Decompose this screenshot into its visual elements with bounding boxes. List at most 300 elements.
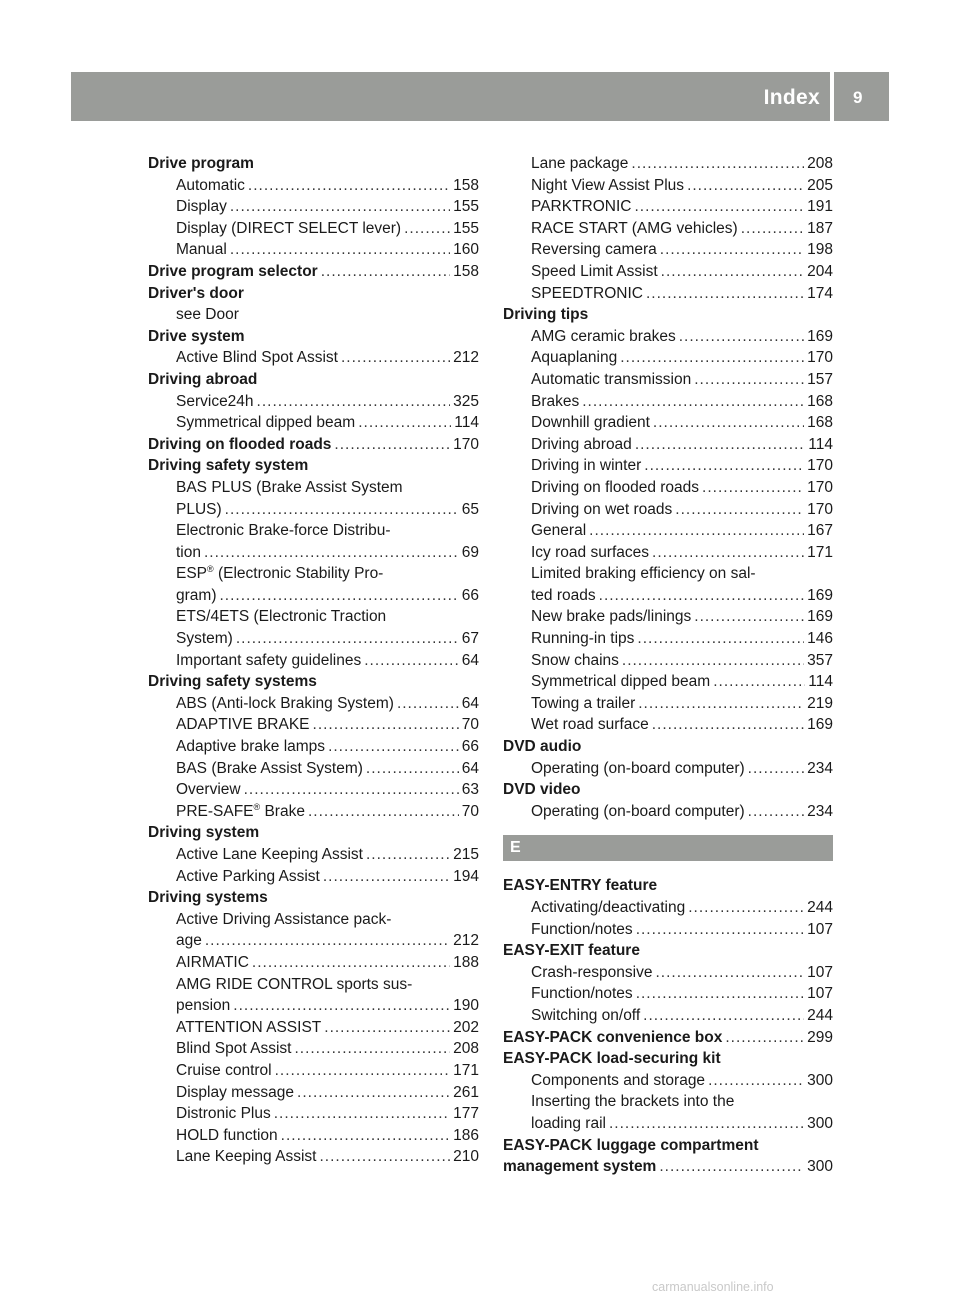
entry-label: ATTENTION ASSIST <box>176 1018 322 1036</box>
page-ref: 198 <box>807 241 833 259</box>
index-subentry[interactable] <box>503 542 833 564</box>
page-ref: 67 <box>461 630 479 648</box>
dot-leader <box>364 650 459 672</box>
index-subentry[interactable] <box>503 919 833 941</box>
dot-leader <box>638 693 804 715</box>
page-ref: 261 <box>453 1083 479 1101</box>
entry-label: HOLD function <box>176 1126 278 1144</box>
index-subentry[interactable] <box>503 218 833 240</box>
entry-label: BAS (Brake Assist System) <box>176 759 363 777</box>
index-subentry[interactable] <box>148 1125 479 1147</box>
index-heading: Driving safety system <box>148 457 309 475</box>
index-subentry[interactable] <box>148 175 479 197</box>
index-subentry[interactable] <box>148 1082 479 1104</box>
page-ref: 300 <box>807 1114 833 1132</box>
index-subentry[interactable] <box>503 693 833 715</box>
dot-leader <box>694 369 804 391</box>
footer-watermark: carmanualsonline.info <box>652 1280 774 1294</box>
page-ref: 171 <box>807 543 833 561</box>
index-subentry[interactable] <box>148 758 479 780</box>
entry-label: Towing a trailer <box>531 694 636 712</box>
entry-label: Active Lane Keeping Assist <box>176 846 363 863</box>
page-ref: 107 <box>807 963 833 981</box>
index-subentry[interactable] <box>148 542 479 564</box>
index-subentry[interactable] <box>148 1146 479 1168</box>
page-ref: 171 <box>453 1061 479 1079</box>
entry-label: Aquaplaning <box>531 349 618 367</box>
dot-leader <box>319 1146 450 1168</box>
entry-label: tion <box>176 543 201 561</box>
page-ref: 210 <box>453 1148 479 1166</box>
dot-leader <box>230 196 450 218</box>
entry-label: loading rail <box>531 1114 606 1132</box>
page-ref: 234 <box>807 802 833 820</box>
entry-label: see Door <box>176 306 239 324</box>
index-subentry[interactable] <box>503 175 833 197</box>
page-ref: 177 <box>453 1105 479 1123</box>
index-subentry[interactable] <box>148 650 479 672</box>
page-ref: 63 <box>461 781 479 799</box>
dot-leader <box>599 585 804 607</box>
entry-label: Distronic Plus <box>176 1105 271 1123</box>
entry-label: EASY-PACK convenience box <box>503 1028 723 1046</box>
dot-leader <box>655 962 804 984</box>
page-ref: 114 <box>454 414 479 432</box>
dot-leader <box>687 175 804 197</box>
index-subentry[interactable] <box>148 239 479 261</box>
page-ref: 170 <box>807 457 833 475</box>
entry-label: Driving on flooded roads <box>148 435 332 453</box>
page-ref: 234 <box>807 759 833 777</box>
entry-label: System) <box>176 630 233 648</box>
dot-leader <box>358 412 451 434</box>
dot-leader <box>748 801 804 823</box>
page-ref: 160 <box>453 241 479 259</box>
entry-label: Symmetrical dipped beam <box>531 673 711 691</box>
page-ref: 194 <box>453 867 479 885</box>
index-heading: Driving systems <box>148 889 268 907</box>
index-subentry[interactable] <box>503 801 833 823</box>
index-subentry[interactable] <box>503 153 833 175</box>
page-ref: 299 <box>807 1028 833 1046</box>
index-subentry[interactable] <box>503 434 833 456</box>
section-header: E <box>503 835 833 861</box>
entry-label: age <box>176 932 202 950</box>
dot-leader <box>281 1125 450 1147</box>
index-subentry[interactable] <box>148 218 479 240</box>
page-ref: 64 <box>461 759 479 777</box>
dot-leader <box>366 844 450 866</box>
index-subentry-text <box>148 304 479 326</box>
index-subentry[interactable] <box>148 952 479 974</box>
page-ref: 168 <box>807 414 833 432</box>
dot-leader <box>321 261 450 283</box>
entry-label: Function/notes <box>531 985 633 1003</box>
entry-label: Running-in tips <box>531 630 635 648</box>
entry-label: Automatic transmission <box>531 370 692 388</box>
index-heading: EASY-ENTRY feature <box>503 877 658 895</box>
page-ref: 167 <box>807 522 833 540</box>
page-ref: 155 <box>453 198 479 216</box>
index-subentry[interactable] <box>503 1070 833 1092</box>
entry-label: Active Parking Assist <box>176 867 320 885</box>
index-heading-entry[interactable] <box>503 1027 833 1049</box>
index-subentry[interactable] <box>503 897 833 919</box>
dot-leader <box>631 153 804 175</box>
entry-label: Manual <box>176 241 227 259</box>
page-ref: 205 <box>807 176 833 194</box>
entry-label: Adaptive brake lamps <box>176 738 326 756</box>
entry-label: Lane Keeping Assist <box>176 1148 317 1166</box>
page-ref: 244 <box>807 1006 833 1024</box>
entry-label: Overview <box>176 781 241 799</box>
dot-leader <box>653 412 804 434</box>
index-subentry[interactable] <box>503 369 833 391</box>
index-subentry[interactable] <box>148 391 479 413</box>
page-ref: 244 <box>807 899 833 916</box>
dot-leader <box>205 930 450 952</box>
dot-leader <box>620 347 804 369</box>
dot-leader <box>275 1060 451 1082</box>
page-ref: 170 <box>807 500 833 518</box>
index-heading-entry[interactable] <box>148 261 479 283</box>
entry-label: PLUS) <box>176 500 222 518</box>
entry-label: Reversing camera <box>531 241 657 259</box>
index-subentry[interactable] <box>148 347 479 369</box>
entry-label: ABS (Anti-lock Braking System) <box>176 694 394 712</box>
index-subentry[interactable] <box>503 1005 833 1027</box>
entry-label: Driving abroad <box>531 435 632 453</box>
page-ref: 357 <box>807 651 833 669</box>
entry-label: ted roads <box>531 586 596 604</box>
index-subentry-text <box>503 1091 833 1113</box>
entry-label: New brake pads/linings <box>531 608 692 626</box>
entry-label: gram) <box>176 586 217 604</box>
index-subentry[interactable] <box>503 261 833 283</box>
index-subentry[interactable] <box>503 758 833 780</box>
index-subentry-text <box>148 974 479 996</box>
page-ref: 114 <box>808 435 833 453</box>
index-subentry[interactable] <box>503 477 833 499</box>
index-subentry[interactable] <box>148 499 479 521</box>
index-subentry[interactable] <box>503 671 833 693</box>
dot-leader <box>294 1038 450 1060</box>
index-subentry[interactable] <box>148 196 479 218</box>
entry-label: RACE START (AMG vehicles) <box>531 219 738 237</box>
index-column-left <box>148 153 479 1168</box>
entry-label: Driving in winter <box>531 457 642 475</box>
registered-mark: ® <box>207 564 214 575</box>
dot-leader <box>236 628 459 650</box>
entry-label: Downhill gradient <box>531 414 650 432</box>
index-heading-entry[interactable] <box>148 434 479 456</box>
index-subentry[interactable] <box>503 520 833 542</box>
dot-leader <box>366 758 459 780</box>
entry-label: Active Driving Assistance pack- <box>176 910 392 928</box>
entry-label: Display message <box>176 1083 295 1101</box>
index-subentry[interactable] <box>148 1038 479 1060</box>
page-ref: 64 <box>461 651 479 669</box>
entry-label: PARKTRONIC <box>531 198 632 216</box>
dot-leader <box>713 671 805 693</box>
page-ref: 325 <box>453 392 479 410</box>
index-heading: Driving system <box>148 824 260 842</box>
page-ref: 219 <box>807 694 833 712</box>
entry-label: Service24h <box>176 392 254 410</box>
page-ref: 204 <box>807 262 833 280</box>
page-ref: 146 <box>807 630 833 648</box>
page-ref: 170 <box>807 349 833 367</box>
index-heading: EASY-EXIT feature <box>503 942 640 960</box>
index-subentry[interactable] <box>503 1113 833 1135</box>
entry-label: Lane package <box>531 155 629 172</box>
index-heading: Driving safety systems <box>148 673 317 691</box>
index-subentry[interactable] <box>503 628 833 650</box>
entry-label: AMG RIDE CONTROL sports sus- <box>176 975 413 993</box>
dot-leader <box>643 1005 804 1027</box>
entry-label: Limited braking efficiency on sal- <box>531 565 756 583</box>
dot-leader <box>582 391 804 413</box>
dot-leader <box>635 434 805 456</box>
index-subentry[interactable] <box>503 239 833 261</box>
header-separator <box>830 72 834 121</box>
dot-leader <box>688 897 804 919</box>
entry-label: General <box>531 522 587 540</box>
dot-leader <box>252 952 450 974</box>
index-subentry[interactable] <box>503 326 833 348</box>
entry-label: Cruise control <box>176 1061 272 1079</box>
dot-leader <box>702 477 804 499</box>
page-ref: 191 <box>807 198 833 216</box>
page-ref: 202 <box>453 1018 479 1036</box>
index-subentry[interactable] <box>148 801 479 823</box>
page-ref: 169 <box>807 327 833 345</box>
page-ref: 300 <box>807 1071 833 1089</box>
dot-leader <box>622 650 804 672</box>
index-subentry[interactable] <box>148 866 479 888</box>
index-subentry[interactable] <box>148 1103 479 1125</box>
dot-leader <box>397 693 459 715</box>
index-heading-entry[interactable] <box>503 1156 833 1178</box>
entry-label: Snow chains <box>531 651 619 669</box>
index-subentry[interactable] <box>503 283 833 305</box>
index-subentry[interactable] <box>148 628 479 650</box>
entry-label: Driving on flooded roads <box>531 478 700 496</box>
dot-leader <box>637 628 804 650</box>
dot-leader <box>652 714 804 736</box>
index-subentry-text <box>148 520 479 542</box>
dot-leader <box>323 866 450 888</box>
index-subentry[interactable] <box>148 930 479 952</box>
page-ref: 170 <box>453 435 479 453</box>
dot-leader <box>244 779 459 801</box>
index-subentry[interactable] <box>503 391 833 413</box>
page-ref: 170 <box>807 478 833 496</box>
index-subentry[interactable] <box>148 736 479 758</box>
index-subentry-text <box>148 909 479 931</box>
index-heading: Driver's door <box>148 284 244 302</box>
page-ref: 66 <box>461 586 479 604</box>
index-subentry[interactable] <box>148 1017 479 1039</box>
entry-label: Driving on wet roads <box>531 500 673 518</box>
entry-label: AMG ceramic brakes <box>531 327 676 345</box>
entry-label: pension <box>176 997 231 1015</box>
entry-label: Blind Spot Assist <box>176 1040 292 1058</box>
dot-leader <box>328 736 459 758</box>
page-ref: 155 <box>453 219 479 237</box>
page-ref: 114 <box>808 673 833 691</box>
page-ref: 66 <box>461 738 479 756</box>
dot-leader <box>257 391 451 413</box>
page-ref: 70 <box>461 716 479 734</box>
dot-leader <box>694 606 804 628</box>
dot-leader <box>313 714 459 736</box>
entry-label: Components and storage <box>531 1071 706 1089</box>
page-ref: 208 <box>453 1040 479 1058</box>
index-heading: DVD video <box>503 781 581 799</box>
entry-label: BAS PLUS (Brake Assist System <box>176 478 403 496</box>
page-ref: 65 <box>461 500 479 518</box>
dot-leader <box>248 175 450 197</box>
index-subentry[interactable] <box>503 499 833 521</box>
dot-leader <box>646 283 804 305</box>
page-ref: 157 <box>807 370 833 388</box>
dot-leader <box>589 520 804 542</box>
page-ref: 158 <box>453 262 479 280</box>
index-subentry-text <box>503 563 833 585</box>
entry-label: Operating (on-board computer) <box>531 759 745 777</box>
index-heading: Driving tips <box>503 306 589 324</box>
page-number: 9 <box>853 88 863 107</box>
page-ref: 158 <box>453 176 479 194</box>
entry-label: Switching on/off <box>531 1006 641 1024</box>
dot-leader <box>652 542 804 564</box>
index-subentry[interactable] <box>503 196 833 218</box>
index-subentry[interactable] <box>503 347 833 369</box>
dot-leader <box>675 499 804 521</box>
dot-leader <box>324 1017 450 1039</box>
entry-label: PRE-SAFE® Brake <box>176 801 305 820</box>
page-ref: 212 <box>453 932 479 950</box>
entry-label: Active Blind Spot Assist <box>176 349 338 367</box>
entry-label: ADAPTIVE BRAKE <box>176 716 310 734</box>
index-subentry[interactable] <box>503 455 833 477</box>
entry-label: management system <box>503 1158 657 1176</box>
index-heading: EASY-PACK load-securing kit <box>503 1050 721 1068</box>
entry-label: Night View Assist Plus <box>531 176 685 194</box>
entry-label: Speed Limit Assist <box>531 262 658 280</box>
index-subentry[interactable] <box>503 714 833 736</box>
index-subentry[interactable] <box>503 983 833 1005</box>
index-subentry-text <box>148 563 479 585</box>
index-subentry[interactable] <box>503 412 833 434</box>
page-ref: 300 <box>807 1158 833 1176</box>
dot-leader <box>219 585 458 607</box>
page-ref: 169 <box>807 716 833 734</box>
index-column-right <box>503 153 833 1178</box>
index-subentry[interactable] <box>503 650 833 672</box>
dot-leader <box>659 1156 804 1178</box>
index-subentry[interactable] <box>148 1060 479 1082</box>
entry-label: ESP® (Electronic Stability Pro- <box>176 564 384 583</box>
index-subentry[interactable] <box>503 606 833 628</box>
page-title: Index <box>763 86 820 109</box>
dot-leader <box>708 1070 804 1092</box>
index-subentry-text <box>148 477 479 499</box>
page-ref: 107 <box>807 985 833 1003</box>
dot-leader <box>748 758 804 780</box>
entry-label: Icy road surfaces <box>531 543 650 561</box>
dot-leader <box>230 239 450 261</box>
page-ref: 70 <box>461 802 479 820</box>
dot-leader <box>274 1103 450 1125</box>
entry-label: Important safety guidelines <box>176 651 362 669</box>
registered-mark: ® <box>253 801 261 812</box>
dot-leader <box>334 434 450 456</box>
entry-label: Operating (on-board computer) <box>531 802 745 820</box>
page-ref: 212 <box>453 349 479 367</box>
index-subentry[interactable] <box>503 962 833 984</box>
page-ref: 64 <box>461 694 479 712</box>
entry-label: Brakes <box>531 392 580 410</box>
entry-label: Automatic <box>176 176 245 194</box>
dot-leader <box>225 499 459 521</box>
index-subentry[interactable] <box>148 844 479 866</box>
entry-label: ETS/4ETS (Electronic Traction <box>176 608 387 626</box>
index-heading: Drive program <box>148 155 254 172</box>
entry-label: Activating/deactivating <box>531 899 686 916</box>
dot-leader <box>634 196 804 218</box>
page-ref: 169 <box>807 586 833 604</box>
page-ref: 69 <box>461 543 479 561</box>
index-subentry[interactable] <box>148 585 479 607</box>
page-ref: 174 <box>807 284 833 302</box>
dot-leader <box>644 455 804 477</box>
dot-leader <box>404 218 450 240</box>
index-subentry[interactable] <box>148 714 479 736</box>
index-subentry[interactable] <box>148 779 479 801</box>
entry-label: Display (DIRECT SELECT lever) <box>176 219 402 237</box>
entry-label: Drive program selector <box>148 262 318 280</box>
page-ref: 187 <box>807 219 833 237</box>
index-subentry-text <box>148 606 479 628</box>
index-heading: DVD audio <box>503 738 582 756</box>
dot-leader <box>725 1027 804 1049</box>
index-subentry[interactable] <box>148 412 479 434</box>
dot-leader <box>661 261 804 283</box>
page-ref: 215 <box>453 846 479 863</box>
entry-label: Inserting the brackets into the <box>531 1093 735 1111</box>
entry-label: Symmetrical dipped beam <box>176 414 356 432</box>
entry-label: SPEEDTRONIC <box>531 284 643 302</box>
page-ref: 190 <box>453 997 479 1015</box>
dot-leader <box>660 239 804 261</box>
index-heading: Driving abroad <box>148 370 258 388</box>
entry-label: AIRMATIC <box>176 953 249 971</box>
page-ref: 168 <box>807 392 833 410</box>
page-ref: 107 <box>807 920 833 938</box>
entry-label: Function/notes <box>531 920 633 938</box>
dot-leader <box>636 919 804 941</box>
index-subentry[interactable] <box>148 995 479 1017</box>
index-subentry[interactable] <box>148 693 479 715</box>
dot-leader <box>233 995 450 1017</box>
page-ref: 186 <box>453 1126 479 1144</box>
dot-leader <box>308 801 459 823</box>
entry-label: Electronic Brake-force Distribu- <box>176 522 391 540</box>
index-heading: Drive system <box>148 327 245 345</box>
index-subentry[interactable] <box>503 585 833 607</box>
